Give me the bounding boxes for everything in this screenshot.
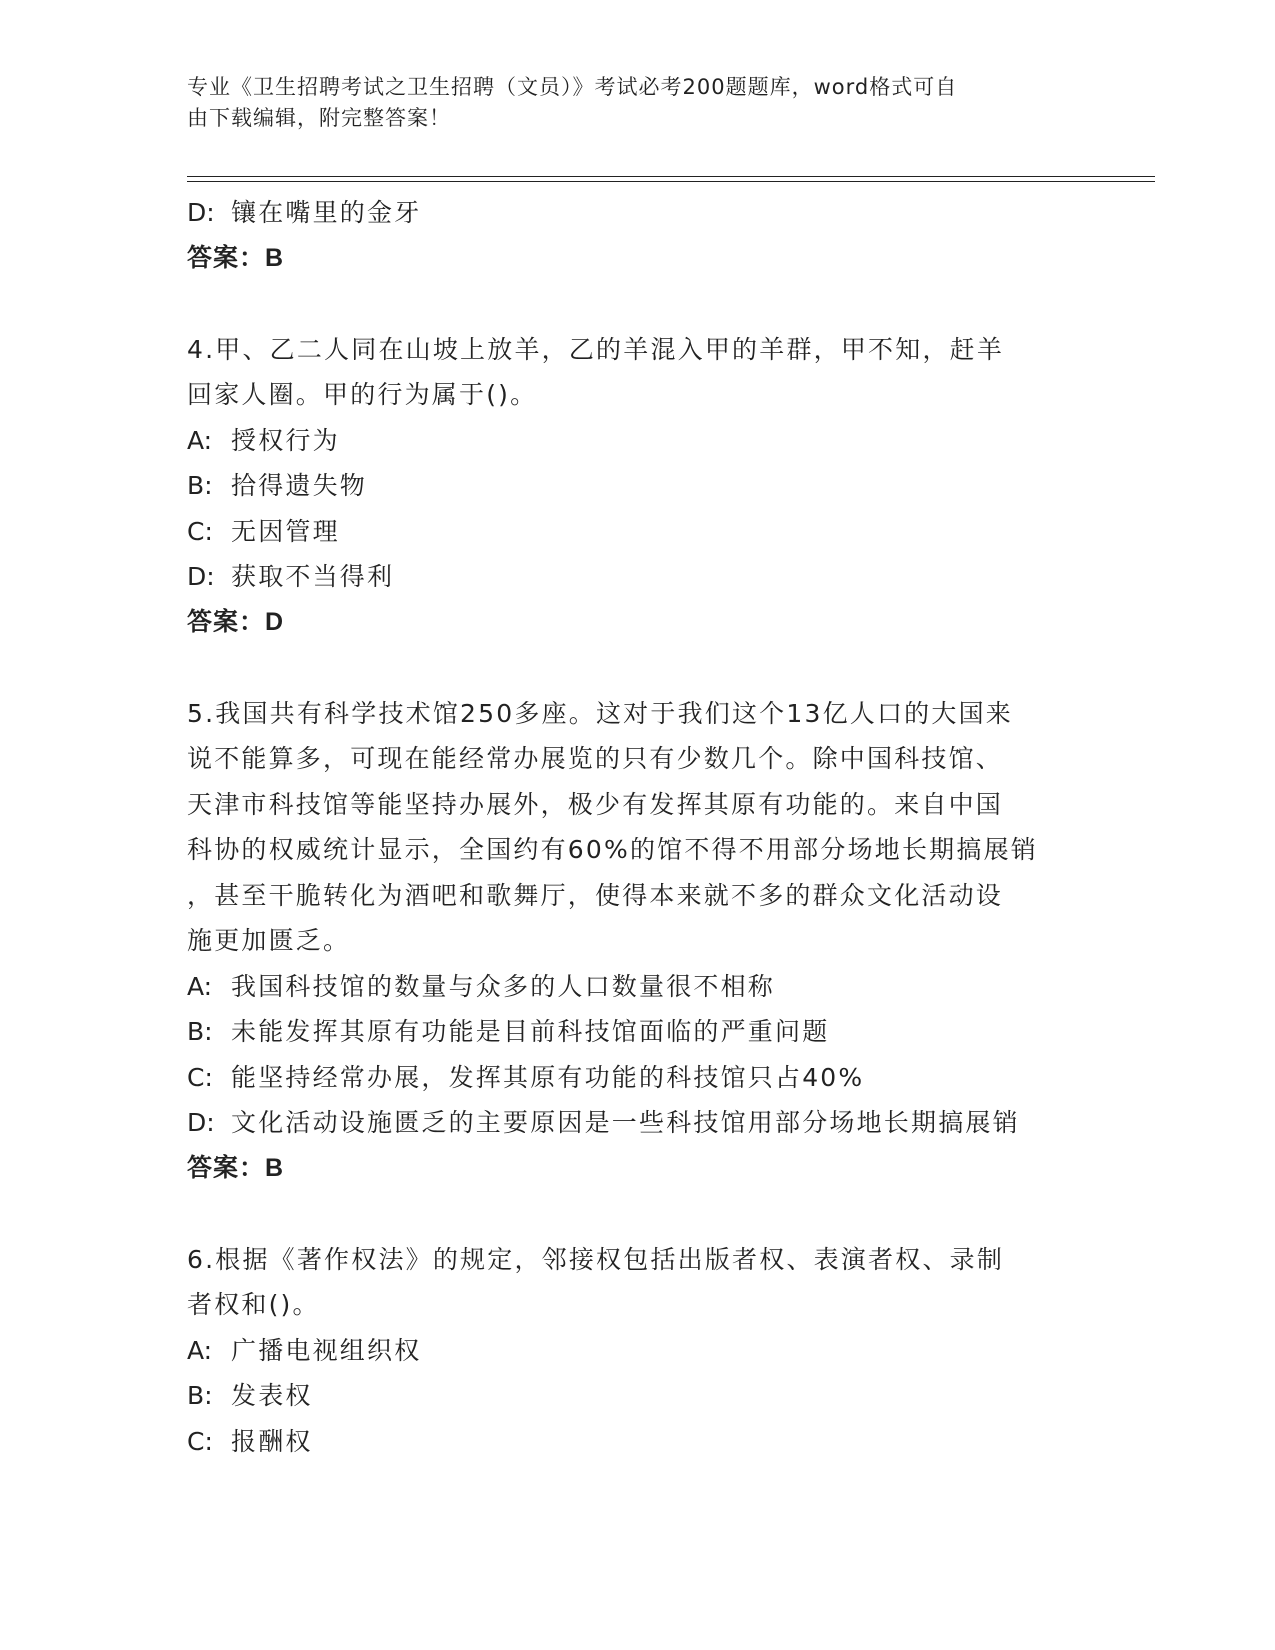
option-letter: A: xyxy=(187,1335,213,1365)
question-6-line-1: 6.根据《著作权法》的规定，邻接权包括出版者权、表演者权、录制 xyxy=(187,1244,1005,1274)
option-letter: C: xyxy=(187,1426,213,1456)
question-5-line-4: 科协的权威统计显示，全国约有60%的馆不得不用部分场地长期搞展销 xyxy=(187,835,1038,864)
question-4-line-2: 回家人圈。甲的行为属于()。 xyxy=(187,380,538,409)
question-6-line-2: 者权和()。 xyxy=(187,1290,320,1319)
option-text: 获取不当得利 xyxy=(231,562,395,591)
question-6-option-c xyxy=(187,1419,1087,1465)
option-text: 能坚持经常办展，发挥其原有功能的科技馆只占40% xyxy=(231,1062,865,1092)
option-letter: B: xyxy=(187,1381,213,1410)
question-4-option-b xyxy=(187,463,1087,509)
question-4-line-1: 4.甲、乙二人同在山坡上放羊，乙的羊混入甲的羊群，甲不知，赶羊 xyxy=(187,334,1005,364)
option-letter: D: xyxy=(187,562,215,591)
question-6-option-a xyxy=(187,1328,1087,1374)
option-text: 拾得遗失物 xyxy=(231,471,368,500)
question-5-line-1: 5.我国共有科学技术馆250多座。这对于我们这个13亿人口的大国来 xyxy=(187,698,1013,728)
header-divider-bottom xyxy=(187,181,1155,182)
option-text: 未能发挥其原有功能是目前科技馆面临的严重问题 xyxy=(231,1017,830,1046)
header-line-2: 由下载编辑，附完整答案！ xyxy=(187,106,451,130)
question-4-option-d xyxy=(187,554,1087,600)
option-letter: D: xyxy=(187,1108,215,1137)
question-5-line-3: 天津市科技馆等能坚持办展外，极少有发挥其原有功能的。来自中国 xyxy=(187,789,1004,819)
question-content xyxy=(187,190,1087,1464)
option-text: 无因管理 xyxy=(231,516,340,546)
question-4-answer: 答案：D xyxy=(187,607,285,636)
question-5 xyxy=(187,691,1087,964)
option-text: 报酬权 xyxy=(231,1426,313,1456)
question-5-option-b xyxy=(187,1009,1087,1055)
question-4-option-c xyxy=(187,509,1087,555)
option-letter: B: xyxy=(187,471,213,500)
option-text: 授权行为 xyxy=(231,425,340,455)
question-5-answer: 答案：B xyxy=(187,1153,285,1182)
option-letter: A: xyxy=(187,425,213,455)
option-letter: D: xyxy=(187,198,215,227)
option-text: 广播电视组织权 xyxy=(231,1335,422,1365)
question-5-line-2: 说不能算多，可现在能经常办展览的只有少数几个。除中国科技馆、 xyxy=(187,744,1004,773)
question-6 xyxy=(187,1237,1087,1328)
option-letter: C: xyxy=(187,1062,213,1092)
option-text: 发表权 xyxy=(231,1381,313,1410)
question-4 xyxy=(187,327,1087,418)
question-5-line-6: 施更加匮乏。 xyxy=(187,926,351,955)
spacer xyxy=(187,281,1087,327)
option-text: 我国科技馆的数量与众多的人口数量很不相称 xyxy=(231,971,776,1001)
spacer xyxy=(187,645,1087,691)
question-4-option-a xyxy=(187,418,1087,464)
option-text: 文化活动设施匮乏的主要原因是一些科技馆用部分场地长期搞展销 xyxy=(231,1108,1020,1137)
question-5-option-c xyxy=(187,1055,1087,1101)
option-text: 镶在嘴里的金牙 xyxy=(231,198,422,227)
question-5-option-d xyxy=(187,1100,1087,1146)
header-divider-top xyxy=(187,176,1155,177)
option-letter: B: xyxy=(187,1017,213,1046)
option-d-prev xyxy=(187,190,1087,236)
question-6-option-b xyxy=(187,1373,1087,1419)
answer-prev: 答案：B xyxy=(187,243,285,272)
question-5-option-a xyxy=(187,964,1087,1010)
question-5-line-5: ，甚至干脆转化为酒吧和歌舞厅，使得本来就不多的群众文化活动设 xyxy=(187,880,1004,910)
option-letter: A: xyxy=(187,971,213,1001)
option-letter: C: xyxy=(187,516,213,546)
header-line-1: 专业《卫生招聘考试之卫生招聘（文员）》考试必考200题题库，word格式可自 xyxy=(187,75,958,99)
document-header xyxy=(187,72,1067,134)
spacer xyxy=(187,1191,1087,1237)
